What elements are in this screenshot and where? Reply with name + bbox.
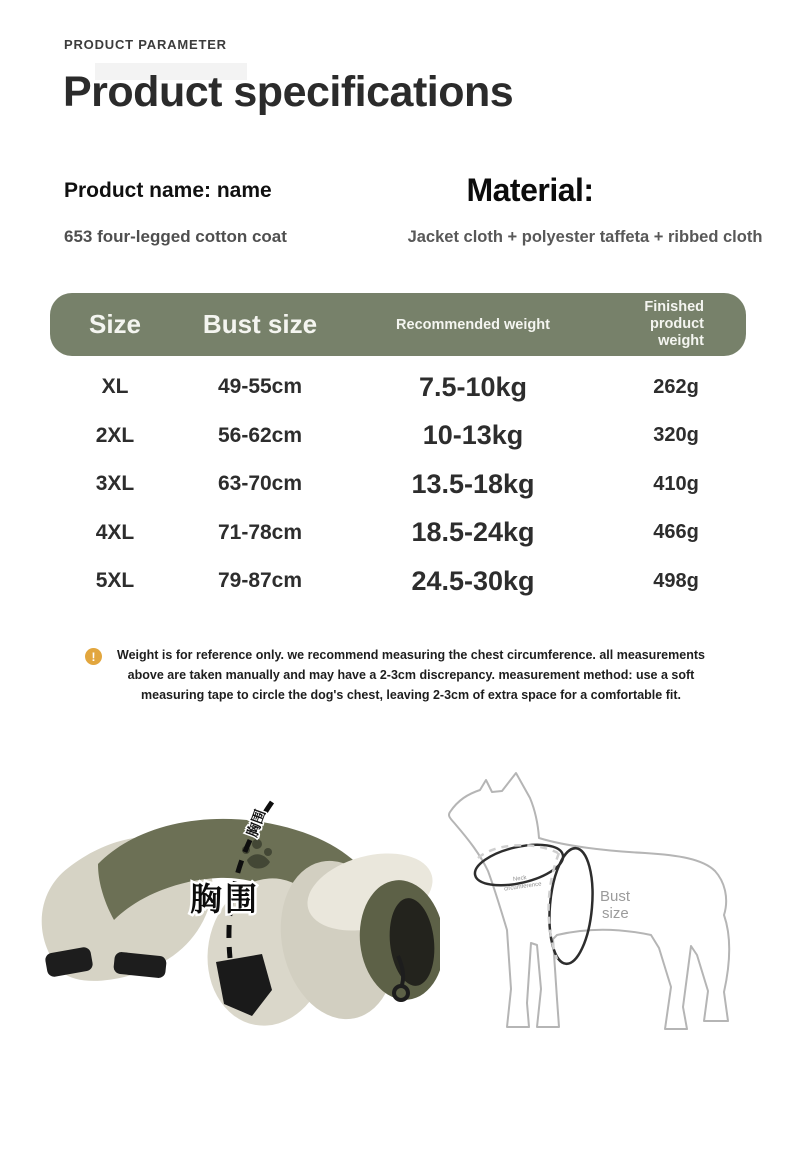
size-table-body [50, 363, 746, 606]
cell-size: XL [101, 375, 129, 399]
cell-weight: 7.5-10kg [418, 371, 528, 402]
bust-label-line1: Bust [600, 888, 631, 905]
table-row [50, 509, 746, 558]
cell-weight: 24.5-30kg [411, 565, 535, 596]
bust-label-line2: size [602, 905, 629, 922]
cell-size: 4XL [95, 520, 135, 544]
eyebrow-label: PRODUCT PARAMETER [64, 37, 227, 52]
material-label: Material: [466, 172, 594, 208]
column-header-size: Size [88, 309, 142, 339]
neck-label-line1: Neck [512, 875, 528, 883]
cell-weight: 18.5-24kg [411, 517, 535, 548]
coat-photo-figure [20, 790, 440, 1065]
dog-measurement-figure [440, 758, 770, 1050]
material-value: Jacket cloth + polyester taffeta + ribbed cloth [407, 228, 763, 246]
cell-bust: 49-55cm [217, 375, 303, 399]
table-row [50, 557, 746, 606]
chest-label: 胸围 [190, 881, 261, 917]
product-name-value: 653 four-legged cotton coat [64, 227, 287, 246]
measurement-notice [50, 645, 746, 705]
coat-illustration [20, 790, 440, 1065]
size-table-header [50, 293, 746, 356]
column-header-weight: Recommended weight [396, 316, 550, 333]
cell-finished: 320g [653, 424, 699, 447]
cell-finished: 410g [653, 472, 699, 495]
product-name-label: Product name: name [64, 179, 272, 202]
table-row [50, 460, 746, 509]
table-row [50, 363, 746, 412]
cell-bust: 71-78cm [217, 520, 303, 544]
neck-label-line2: circumference [503, 881, 542, 893]
cell-finished: 466g [653, 521, 699, 544]
size-table [50, 293, 746, 606]
cell-finished: 262g [653, 375, 699, 398]
notice-text: Weight is for reference only. we recommend measuring the chest circumference. all measurements above are taken manually and may have a 2-3cm discrepancy. measurement method: use a soft measuring tape to circle the dog's chest, leaving 2-3cm of extra space for a comfortable fit. [117, 648, 705, 702]
cell-size: 2XL [95, 423, 135, 447]
dog-outline [449, 773, 729, 1029]
column-header-finished-weight: Finished product weight [644, 298, 704, 350]
column-header-bust: Bust size [202, 309, 318, 339]
page-title: Product specifications [63, 68, 514, 116]
cell-bust: 79-87cm [217, 569, 303, 593]
cell-bust: 56-62cm [217, 423, 303, 447]
warning-icon: ! [85, 648, 102, 665]
table-row [50, 412, 746, 461]
cell-size: 3XL [95, 472, 135, 496]
chest-label-rotated: 胸围 [243, 807, 269, 840]
cell-size: 5XL [95, 569, 135, 593]
cell-weight: 10-13kg [422, 420, 524, 451]
dog-diagram [440, 758, 770, 1050]
cell-bust: 63-70cm [217, 472, 303, 496]
cell-finished: 498g [653, 569, 699, 592]
cell-weight: 13.5-18kg [411, 468, 535, 499]
